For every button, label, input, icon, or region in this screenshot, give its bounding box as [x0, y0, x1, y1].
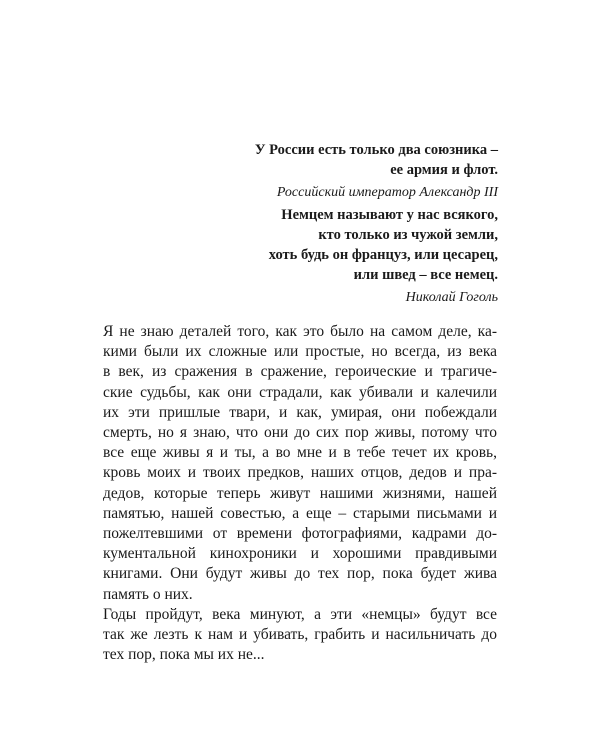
text-line: память о них. [103, 585, 193, 603]
text-line: кровь моих и твоих предков, наших отцов, дедов и пра- [103, 464, 497, 482]
text-line: смерть, но я знаю, что они до сих пор живы, потому что [103, 424, 497, 442]
quote-line: ее армия и флот. [390, 162, 498, 178]
paragraph-2 [103, 605, 497, 666]
text-line: так же лезть к нам и убивать, грабить и насильничать до [103, 626, 497, 644]
epigraph-quote [230, 140, 498, 180]
quote-line: Немцем называют у нас всякого, [281, 207, 498, 223]
text-line: Я не знаю деталей того, как это было на самом деле, ка- [103, 323, 497, 340]
text-line: все еще живы я и ты, а во мне и в тебе течет их кровь, [103, 444, 497, 462]
text-line: памятью, нашей совестью, а еще – старыми письмами и [103, 504, 497, 522]
quote-line: хоть будь он француз, или цесарец, [268, 247, 498, 263]
quote-line: или швед – все немец. [353, 267, 498, 283]
epigraph-author: Российский император Александр III [276, 185, 498, 200]
epigraph-1 [230, 140, 498, 203]
text-line: кими были их сложные или простые, но всегда, из века [103, 343, 497, 361]
epigraph-author: Николай Гоголь [405, 290, 498, 305]
main-text [103, 322, 497, 665]
text-line: тех пор, пока мы их не... [103, 646, 265, 664]
text-line: Годы пройдут, века минуют, а эти «немцы» будут все [103, 605, 497, 623]
text-line: их эти пришлые твари, и как, умирая, они побеждали [103, 403, 497, 421]
quote-line: кто только из чужой земли, [318, 227, 498, 243]
text-line: пожелтевшими от времени фотографиями, кадрами до- [103, 525, 497, 543]
text-line: дедов, которые теперь живут нашими жизнями, нашей [103, 484, 497, 502]
text-line: кументальной кинохроники и хорошими правдивыми [103, 545, 497, 563]
text-line: книгами. Они будут живы до тех пор, пока будет жива [103, 565, 497, 583]
quote-line: У России есть только два союзника – [254, 142, 498, 158]
paragraph-1 [103, 322, 497, 605]
epigraph-quote [230, 205, 498, 285]
text-line: ские судьбы, как они страдали, как убивали и калечили [103, 383, 497, 401]
epigraph-2 [230, 205, 498, 308]
text-line: в век, из сражения в сражение, героические и трагиче- [103, 363, 497, 381]
